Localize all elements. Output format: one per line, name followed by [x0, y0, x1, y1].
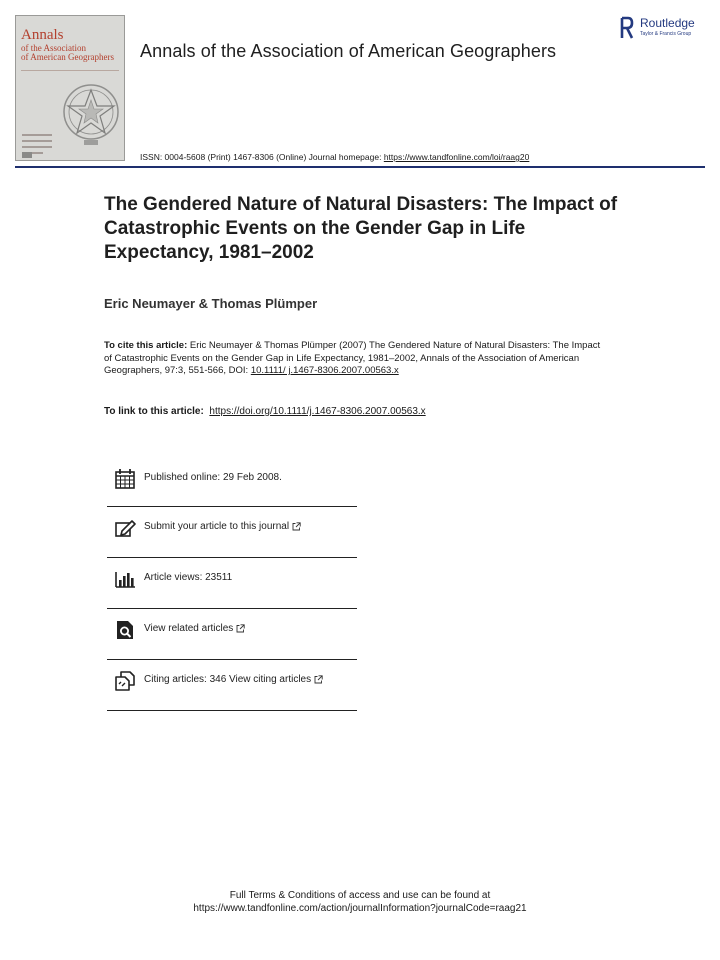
cover-title: Annals	[21, 27, 64, 43]
related-row[interactable]	[107, 609, 357, 660]
external-link-icon	[292, 522, 301, 531]
citation-block	[104, 340, 604, 378]
citation-doi-link[interactable]: 10.1111/ j.1467-8306.2007.00563.x	[250, 365, 399, 377]
issn-text: ISSN: 0004-5608 (Print) 1467-8306 (Online) Journal homepage:	[140, 152, 384, 162]
article-doi-link[interactable]: https://doi.org/10.1111/j.1467-8306.2007.00563.x	[209, 406, 426, 417]
citation-text: Eric Neumayer & Thomas Plümper (2007) The Gendered Nature of Natural Disasters: The Impact of Catastrophic Events on the Gender Gap in Life Expectancy, 1981–2002, Annals of the Association of American Geographers, 97:3, 551-566, DOI:	[104, 340, 601, 377]
views-row	[107, 558, 357, 609]
cover-subtitle-line1: of the Association	[21, 43, 86, 53]
journal-name: Annals of the Association of American Geographers	[140, 41, 557, 61]
publisher-name: Routledge	[640, 16, 695, 30]
citing-articles-icon	[114, 670, 136, 692]
footer-line1: Full Terms & Conditions of access and use can be found at	[229, 890, 491, 901]
external-link-icon	[314, 675, 323, 684]
journal-cover-image	[15, 15, 125, 161]
cover-seal-icon	[60, 78, 122, 154]
footer-terms	[0, 889, 720, 915]
article-link-line	[104, 406, 426, 417]
link-label: To link to this article:	[104, 406, 204, 417]
article-views: Article views: 23511	[144, 572, 233, 583]
related-articles-search-icon	[114, 619, 136, 641]
citing-row[interactable]	[107, 660, 357, 711]
cover-publisher-mark	[22, 152, 32, 158]
cover-subtitle-line2: of American Geographers	[21, 52, 114, 62]
issn-line	[140, 152, 529, 162]
citing-articles-link[interactable]	[144, 674, 323, 685]
submit-row[interactable]	[107, 507, 357, 558]
external-link-icon	[236, 624, 245, 633]
cover-rule	[21, 70, 119, 71]
submit-article-label: Submit your article to this journal	[144, 521, 290, 532]
routledge-logo	[620, 16, 710, 42]
related-articles-label: View related articles	[144, 623, 234, 634]
bar-chart-icon	[114, 568, 136, 590]
journal-homepage-link[interactable]: https://www.tandfonline.com/loi/raag20	[383, 152, 530, 162]
submit-article-link[interactable]	[144, 521, 301, 532]
cover-subtitle	[21, 44, 114, 62]
article-authors: Eric Neumayer & Thomas Plümper	[104, 296, 318, 311]
published-date: Published online: 29 Feb 2008.	[144, 472, 282, 483]
footer-terms-link[interactable]: https://www.tandfonline.com/action/journalInformation?journalCode=raag21	[193, 903, 527, 914]
calendar-icon	[114, 468, 136, 490]
citation-label: To cite this article:	[104, 340, 188, 351]
routledge-r-icon	[620, 16, 634, 40]
edit-icon	[114, 517, 136, 539]
header-divider	[15, 166, 705, 168]
article-metadata-list	[107, 458, 357, 711]
published-row	[107, 458, 357, 507]
related-articles-link[interactable]	[144, 623, 245, 634]
article-title: The Gendered Nature of Natural Disasters: The Impact of Catastrophic Events on the Gender Gap in Life Expectancy, 1981–2002	[104, 194, 618, 263]
publisher-subtitle: Taylor & Francis Group	[640, 31, 692, 37]
citing-articles-label: Citing articles: 346 View citing articles	[144, 674, 312, 685]
